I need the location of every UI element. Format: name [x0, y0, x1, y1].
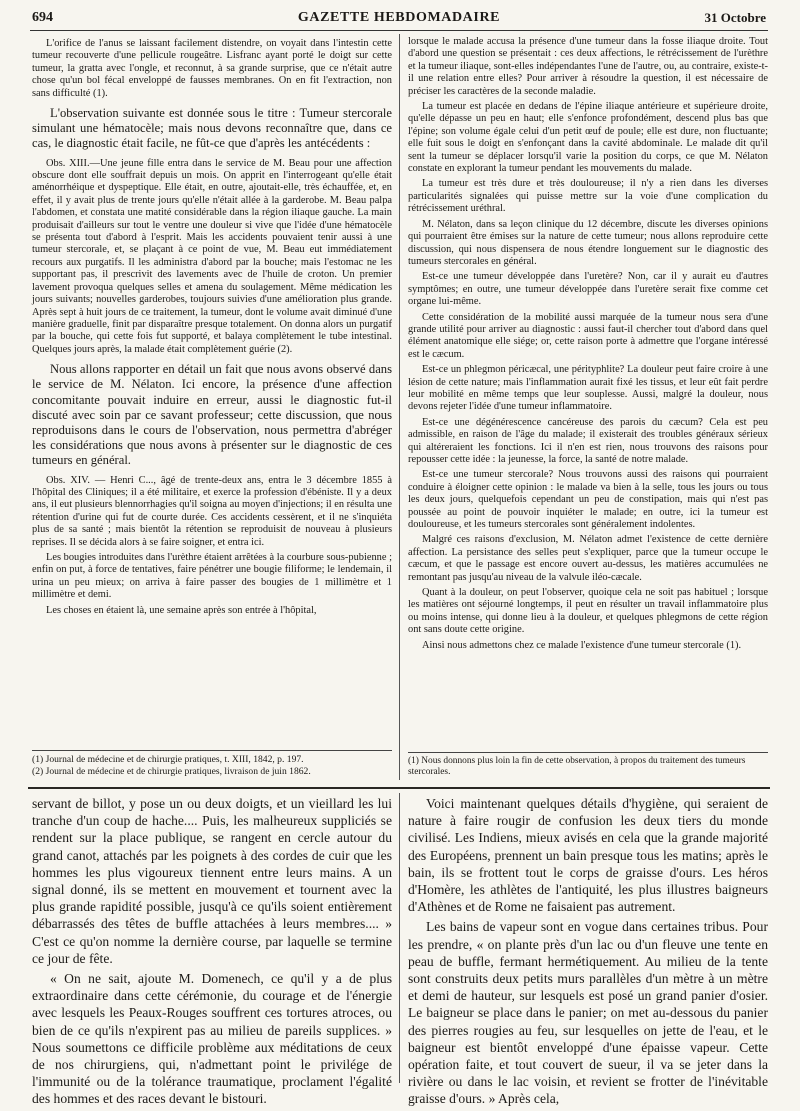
- paragraph: Les choses en étaient là, une semaine après son entrée à l'hôpital,: [46, 604, 317, 616]
- top-right-column: [408, 36, 768, 655]
- paragraph: Est-ce un phlegmon péricæcal, une pérityphlite? La douleur peut faire croire à une lésion de cette nature; mais l'inflammation aurait fixé les tissus, et leur eût fait perdre leur mobilité en même temps que leur souplesse. Aussi, malgré la douleur, nous devons rejeter l'idée d'une tumeur inflammatoire.: [408, 364, 768, 413]
- paragraph: Quant à la douleur, on peut l'observer, quoique cela ne soit pas habituel ; lorsque les matières ont séjourné longtemps, il peut en résulter un travail inflammatoire plus ou moins intense, qui donne lieu à la douleur, et quelques phlegmons de cette région ont sans doute cette origine.: [408, 587, 768, 636]
- paragraph: servant de billot, y pose un ou deux doigts, et un vieillard les lui tranche d'un coup de hache.... Puis, les malheureux suppliciés se rendent sur la place publique, se rangent en cercle autour du grand canot, attachés par les poignets à des cordes de cuir que les hommes les plus vigoureux tiennent entre leurs mains. A un signal donné, ils se mettent en mouvement et tournent avec la plus grande rapidité possible, jusqu'à ce qu'ils soient entièrement débarrassés des têtes de buffle attachées à leurs membres.... » C'est ce qu'on nomme la dernière course, par laquelle se termine ce jour de fête.: [32, 796, 392, 966]
- paragraph: L'observation suivante est donnée sous le titre : Tumeur stercorale simulant une hématocèle; mais nous devons reconnaître que, dans ce cas, le diagnostic était facile, ne fût-ce que d'après les antécédents :: [32, 106, 392, 151]
- top-left-column: [32, 38, 392, 620]
- paragraph: Malgré ces raisons d'exclusion, M. Nélaton admet l'existence de cette dernière affection. La persistance des selles peut s'expliquer, parce que la tumeur occupe le cæcum, et que le passage est encore ouvert au-dessus, les matières accumulées ne remontant pas jusqu'au niveau de la valvule iléo-cæcale.: [408, 534, 768, 583]
- paragraph: lorsque le malade accusa la présence d'une tumeur dans la fosse iliaque droite. Tout d'abord une question se présentait : ces deux affections, le rétrécissement de l'urèthre et la tumeur iliaque, sont-elles indépendantes l'une de l'autre, ou, au contraire, existe-t-il une relation entre elles? Pour arriver à résoudre la question, il est nécessaire de préciser les caractères de la seconde maladie.: [408, 36, 768, 97]
- paragraph: Les bains de vapeur sont en vogue dans certaines tribus. Pour les prendre, « on plante près d'un lac ou d'un fleuve une tente en peau de buffle, fermant hermétiquement. Au milieu de la tente sont construits deux petits murs parallèles d'un mètre à un mètre et demi de hauteur, sur lesquels est posé un grand panier d'osier. Le baigneur se place dans le panier; on met au-dessous du panier des pierres rougies au feu, sur lesquelles on jette de l'eau, et le baigneur est bientôt enveloppé d'une épaisse vapeur. Cette opération faite, et tout couvert de sueur, il va se jeter dans la rivière ou dans le lac voisin, et revient se frotter de l'inévitable graisse d'ours. » Après cela,: [408, 919, 768, 1107]
- issue-date: 31 Octobre: [704, 10, 766, 25]
- footnotes-left: [32, 750, 392, 777]
- paragraph: Est-ce une tumeur développée dans l'uretère? Non, car il y aurait eu d'autres symptômes; en outre, une tumeur développée dans l'uretère serait fixe comme cet organe lui-même.: [408, 271, 768, 308]
- observation-xiv: Obs. XIV. — Henri C..., âgé de trente-deux ans, entra le 3 décembre 1855 à l'hôpital des Cliniques; il a été militaire, et exerce la profession d'ébéniste. Il y a deux ans, il eut plusieurs blennorrhagies qu'il soigna au moyen d'injections; il en résulta une rétention d'urine qui fut de courte durée. Ces accidents cessèrent, et il ne s'inquiéta plus de sa santé ; mais bientôt la rétention se reproduisit de nouveau à plusieurs reprises. Il se décida alors à se faire soigner, et entra ici.: [32, 474, 392, 548]
- paragraph: Voici maintenant quelques détails d'hygiène, qui seraient de nature à faire rougir de confusion les deux tiers du monde civilisé. Les Indiens, mieux avisés en cela que la grande majorité des Européens, prennent un bain presque tous les matins; après le bain, ils se frottent tout le corps de graisse d'ours. Les héros d'Homère, les athlètes de l'antiquité, les plus illustres baigneurs d'Athènes et de Rome ne faisaient pas autrement.: [408, 796, 768, 915]
- bottom-right-column: [408, 795, 768, 1111]
- page-number: 694: [32, 10, 53, 25]
- column-divider: [399, 34, 400, 780]
- paragraph: Ainsi nous admettons chez ce malade l'existence d'une tumeur stercorale (1).: [422, 639, 742, 651]
- paragraph: Cette considération de la mobilité aussi marquée de la tumeur nous sera d'une grande utilité pour arriver au diagnostic : aussi faut-il chercher tout d'abord dans quel élément anatomique elle siége; or, cette raison porte à admettre que l'organe intéressé est le cæcum.: [408, 311, 768, 360]
- paragraph: L'orifice de l'anus se laissant facilement distendre, on voyait dans l'intestin cette tumeur recouverte d'une pellicule rougeâtre. Lisfranc ayant porté le doigt sur cette tumeur, la gratta avec l'ongle, et reconnut, à sa grande surprise, que ce n'était autre chose qu'un bol fécal enveloppé de fausses membranes. On en fit l'extraction, non sans difficulté (1).: [32, 38, 392, 99]
- journal-title: GAZETTE HEBDOMADAIRE: [297, 10, 501, 25]
- paragraph: La tumeur est placée en dedans de l'épine iliaque antérieure et supérieure droite, qu'elle dépasse un peu en haut; elle s'enfonce profondément, descend plus bas que l'épine; son volume égale celui d'un petit œuf de poule; elle est dure, non fluctuante; elle fuit sous le doigt en s'enfonçant dans la cavité abdominale. Le malade dit qu'il sent la tumeur se déplacer lorsqu'il varie la position du corps, ce que M. Nélaton constate en explorant la tumeur pendant les mouvements du malade.: [408, 101, 768, 175]
- column-divider: [399, 793, 400, 1083]
- paragraph: M. Nélaton, dans sa leçon clinique du 12 décembre, discute les diverses opinions qui pourraient être émises sur la nature de cette tumeur; nous allons reproduire cette discussion, qui nous dispensera de nous étendre longuement sur le diagnostic des tumeurs stercorales en général.: [408, 218, 768, 267]
- page-header: [30, 8, 768, 31]
- feuilleton-separator: [28, 787, 770, 789]
- paragraph: Est-ce une dégénérescence cancéreuse des parois du cæcum? Cela est peu admissible, en raison de l'âge du malade; il existerait des troubles généraux sérieux qui altéreraient les fonctions. Ici il n'en est rien, nous trouvons des raisons pour repousser cette idée : la jeunesse, la force, la santé de notre malade.: [408, 416, 768, 465]
- footnote: (1) Journal de médecine et de chirurgie pratiques, t. XIII, 1842, p. 197.: [32, 754, 304, 765]
- bottom-left-column: [32, 795, 392, 1111]
- paragraph: La tumeur est très dure et très douloureuse; il n'y a rien dans les diverses particularités signalées qui puisse mettre sur la voie d'une complication du rétrécissement uréthral.: [408, 178, 768, 215]
- paragraph: « On ne sait, ajoute M. Domenech, ce qu'il y a de plus extraordinaire dans cette cérémonie, du courage et de l'énergie avec lesquels les Peaux-Rouges souffrent ces tortures atroces, ou bien de ce qu'ils n'expirent pas au milieu de pareils supplices. » Nous soumettons ce difficile problème aux méditations de ceux de nos chirurgiens, qui, n'admettant point le privilége de l'immunité ou de la tolérance traumatique, proclament l'égalité des hommes et des races devant le bistouri.: [32, 971, 392, 1107]
- paragraph: Les bougies introduites dans l'urèthre étaient arrêtées à la courbure sous-pubienne ; enfin on put, à force de tentatives, faire pénétrer une bougie filiforme; le lendemain, il urina un peu mieux; on arriva à faire passer des bougies de 1 millimètre et 1 millimètre et demi.: [32, 552, 392, 601]
- footnotes-right: [408, 752, 768, 779]
- paragraph: Est-ce une tumeur stercorale? Nous trouvons aussi des raisons qui pourraient conduire à éloigner cette opinion : le malade va bien à la selle, tous les jours ou tous les deux jours, quelquefois cependant un peu de constipation, mais qui n'est pas poussée au point de pouvoir inquiéter le malade; en outre, ici la tumeur est douloureuse, et les tumeurs stercorales sont généralement indolentes.: [408, 469, 768, 531]
- observation-xiii: Obs. XIII.—Une jeune fille entra dans le service de M. Beau pour une affection obscure dont elle souffrait depuis un mois. On apprit en l'interrogeant qu'elle était aménorrhéique et dyspeptique. Elle était, en outre, ajoutait-elle, très échauffée, et, en effet, il y avait plus de trente jours qu'elle n'était allée à la garderobe. M. Beau palpa l'abdomen, et constata une matité considérable dans la région iliaque gauche. La main produisait d'ailleurs sur tout le ventre une douleur si vive que l'idée d'une hématocèle se présenta tout d'abord à l'esprit. Mais les accidents pouvaient tenir aussi à une tumeur stercorale, et, se plaçant à ce point de vue, M. Beau eut immédiatement recours aux purgatifs. Il les administra d'abord par la bouche; mais l'estomac ne les supportant pas, il prescrivit des lavements avec de l'huile de croton. Un premier lavement provoqua quelques selles et amena du soulagement. Même médication les jours suivants; nouvelles garderobes, toujours suivies d'une amélioration plus grande. Après sept à huit jours de ce traitement, la tumeur, dont le volume avait diminué d'une manière graduelle, finit par disparaître presque totalement. On donna alors un purgatif par la bouche, qui cette fois fut supporté, et balaya complètement le tube intestinal. Quelques jours après, la malade était complètement guérie (2).: [32, 157, 392, 355]
- footnote: (1) Nous donnons plus loin la fin de cette observation, à propos du traitement des tumeurs stercorales.: [408, 756, 746, 778]
- paragraph: Nous allons rapporter en détail un fait que nous avons observé dans le service de M. Nélaton. Ici encore, la présence d'une affection concomitante pouvait induire en erreur, aussi le diagnostic fut-il discuté avec soin par ce savant professeur; cette discussion, que nous reproduisons dans le cours de l'observation, nous permettra d'abréger les considérations que nous avons à présenter sur le diagnostic de ces tumeurs en général.: [32, 362, 392, 468]
- footnote: (2) Journal de médecine et de chirurgie pratiques, livraison de juin 1862.: [32, 765, 311, 777]
